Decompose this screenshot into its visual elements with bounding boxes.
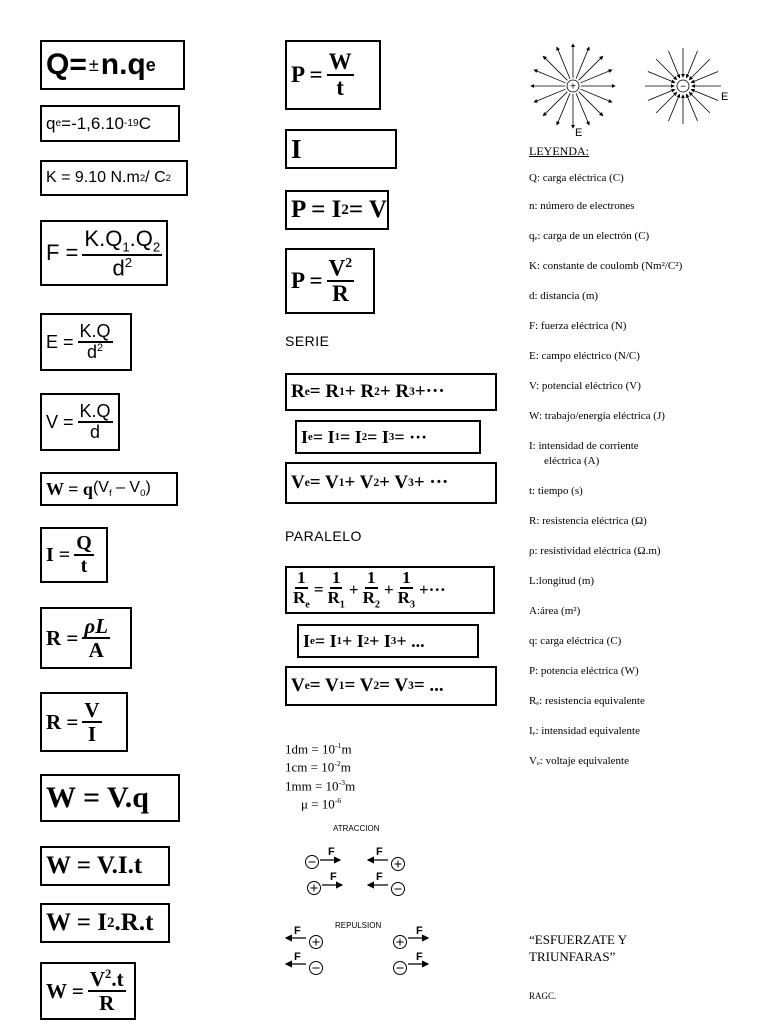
- svg-text:F: F: [376, 871, 383, 883]
- field-line: [579, 56, 603, 80]
- legend-item: Iₑ: intensidad equivalente: [529, 725, 640, 737]
- legend-item: R: resistencia eléctrica (Ω): [529, 515, 647, 527]
- charge-negative-icon: [306, 856, 319, 869]
- charge-negative-icon: [392, 883, 405, 896]
- formula-paralelo-voltage: V e = V 1 = V 2 = V 3 = ...: [285, 666, 497, 706]
- field-line: [557, 93, 570, 124]
- repulsion-diagram: [282, 918, 462, 978]
- formula-charge: Q= ± n.q e: [40, 40, 185, 90]
- positive-charge-field-icon: [531, 44, 615, 128]
- field-line: [543, 92, 567, 116]
- electric-field-diagram: [525, 38, 745, 138]
- field-line: [534, 70, 565, 83]
- section-title-paralelo: PARALELO: [285, 528, 362, 544]
- formula-electron-charge: q e =-1,6.10 -19 C: [40, 105, 180, 142]
- legend-item: P: potencia eléctrica (W): [529, 665, 639, 677]
- legend-item: q: carga eléctrica (C): [529, 635, 622, 647]
- unit-cm: $1cm = 10^{-2}m$: [285, 759, 351, 775]
- formula-electric-potential: V = $\frac{K.Q}{d}$: [40, 393, 120, 451]
- formula-work-potential-difference: W = q $(V_f - V_0)$: [40, 472, 178, 506]
- unit-conversions: [285, 738, 355, 811]
- legend-item: Rₑ: resistencia equivalente: [529, 695, 645, 707]
- legend-item: d: distancia (m): [529, 290, 599, 302]
- unit-dm: $1dm = 10^{-1}m$: [285, 741, 352, 757]
- legend-item: qₑ: carga de un electrón (C): [529, 230, 650, 242]
- charge-positive-icon: [394, 936, 407, 949]
- legend-item: F: fuerza eléctrica (N): [529, 320, 627, 332]
- formula-work-i2rt: W = I 2 .R.t: [40, 903, 170, 943]
- formula-current: I = $\frac{Q}{t}$: [40, 527, 108, 583]
- formula-power-vi: I: [285, 129, 397, 169]
- field-label-left: E: [575, 127, 583, 138]
- atraccion-label: ATRACCION: [333, 824, 380, 833]
- formula-work-v2t-over-r: W = $\frac{V^2.t}{R}$: [40, 962, 136, 1020]
- legend-item: L:longitud (m): [529, 575, 595, 587]
- formula-coulomb-constant: K = 9.10 N.m 2 / C 2: [40, 160, 188, 196]
- legend-item: A:área (m²): [529, 605, 581, 617]
- charge-positive-icon: [392, 858, 405, 871]
- negative-charge-field-icon: [645, 48, 721, 124]
- legend-title: LEYENDA:: [529, 144, 589, 158]
- formula-paralelo-current: I e = I 1 + I 2 + I 3 + ...: [297, 624, 479, 658]
- charge-sign: −: [680, 81, 686, 93]
- legend-item: Vₑ: voltaje equivalente: [529, 755, 629, 767]
- quote-line-2: TRIUNFARAS”: [529, 949, 616, 964]
- legend-item: Q: carga eléctrica (C): [529, 172, 624, 184]
- repulsion-label: REPULSION: [335, 921, 382, 930]
- field-line: [534, 89, 565, 102]
- section-title-serie: SERIE: [285, 333, 330, 349]
- charge-negative-icon: [310, 962, 323, 975]
- svg-text:F: F: [416, 925, 423, 937]
- formula-work-vq: W = V.q: [40, 774, 180, 822]
- signature: RAGC.: [529, 991, 557, 1001]
- field-line: [579, 92, 603, 116]
- fraction: $\frac{K.Q_1.Q_2}{d^2}$: [84, 225, 161, 281]
- legend-item: V: potencial eléctrico (V): [529, 380, 641, 392]
- attraction-diagram: [300, 838, 440, 898]
- field-line: [576, 47, 589, 78]
- charge-sign: +: [570, 81, 576, 93]
- formula-serie-voltage: V e = V 1 + V 2 + V 3 + ···: [285, 462, 497, 504]
- charge-positive-icon: [308, 882, 321, 895]
- svg-text:F: F: [330, 871, 337, 883]
- formula-coulomb-force: F = $\frac{K.Q_1.Q_2}{d^2}$: [40, 220, 168, 286]
- field-line: [576, 93, 589, 124]
- formula-ohm-law: R = $\frac{V}{I}$: [40, 692, 128, 752]
- svg-text:F: F: [294, 951, 301, 963]
- svg-text:F: F: [376, 846, 383, 858]
- formula-resistivity: R = $\frac{\rho L}{A}$: [40, 607, 132, 669]
- field-line: [580, 70, 611, 83]
- legend-item: t: tiempo (s): [529, 485, 583, 497]
- formula-paralelo-resistance: $\frac{1}{R_e}$ = $\frac{1}{R_1}$ + $\frac{1}{R_2}$ + $\frac{1}{R_3}$ +···: [285, 566, 495, 614]
- charge-negative-icon: [394, 962, 407, 975]
- field-line: [543, 56, 567, 80]
- svg-text:F: F: [416, 951, 423, 963]
- formula-power-i2r: P = I 2 = V: [285, 190, 389, 230]
- legend-item: ρ: resistividad eléctrica (Ω.m): [529, 545, 661, 557]
- charge-positive-icon: [310, 936, 323, 949]
- legend-item: eléctrica (A): [544, 455, 600, 467]
- formula-work-vit: W = V.I.t: [40, 846, 170, 886]
- field-line: [580, 89, 611, 102]
- field-line: [557, 47, 570, 78]
- svg-text:F: F: [294, 925, 301, 937]
- svg-text:F: F: [328, 846, 335, 858]
- formula-electric-field: E = $\frac{K.Q}{d^2}$: [40, 313, 132, 371]
- legend-item: K: constante de coulomb (Nm²/C²): [529, 260, 683, 272]
- formula-power-v2-over-r: P = $\frac{V^2}{R}$: [285, 248, 375, 314]
- legend-item: I: intensidad de corriente: [529, 440, 639, 452]
- legend-item: n: número de electrones: [529, 200, 635, 212]
- formula-serie-resistance: R e = R 1 + R 2 + R 3 +···: [285, 373, 497, 411]
- unit-mm: $1mm = 10^{-3}m$: [285, 777, 356, 793]
- legend-item: E: campo eléctrico (N/C): [529, 350, 640, 362]
- formula-power-w-over-t: P = $\frac{W}{t}$: [285, 40, 381, 110]
- field-label-right: E: [721, 91, 729, 103]
- formula-serie-current: I e = I 1 = I 2 = I 3 = ···: [295, 420, 481, 454]
- quote-line-1: “ESFUERZATE Y: [529, 932, 628, 947]
- legend-item: W: trabajo/energía eléctrica (J): [529, 410, 665, 422]
- unit-micro: $\mu = 10^{-6}$: [301, 795, 342, 812]
